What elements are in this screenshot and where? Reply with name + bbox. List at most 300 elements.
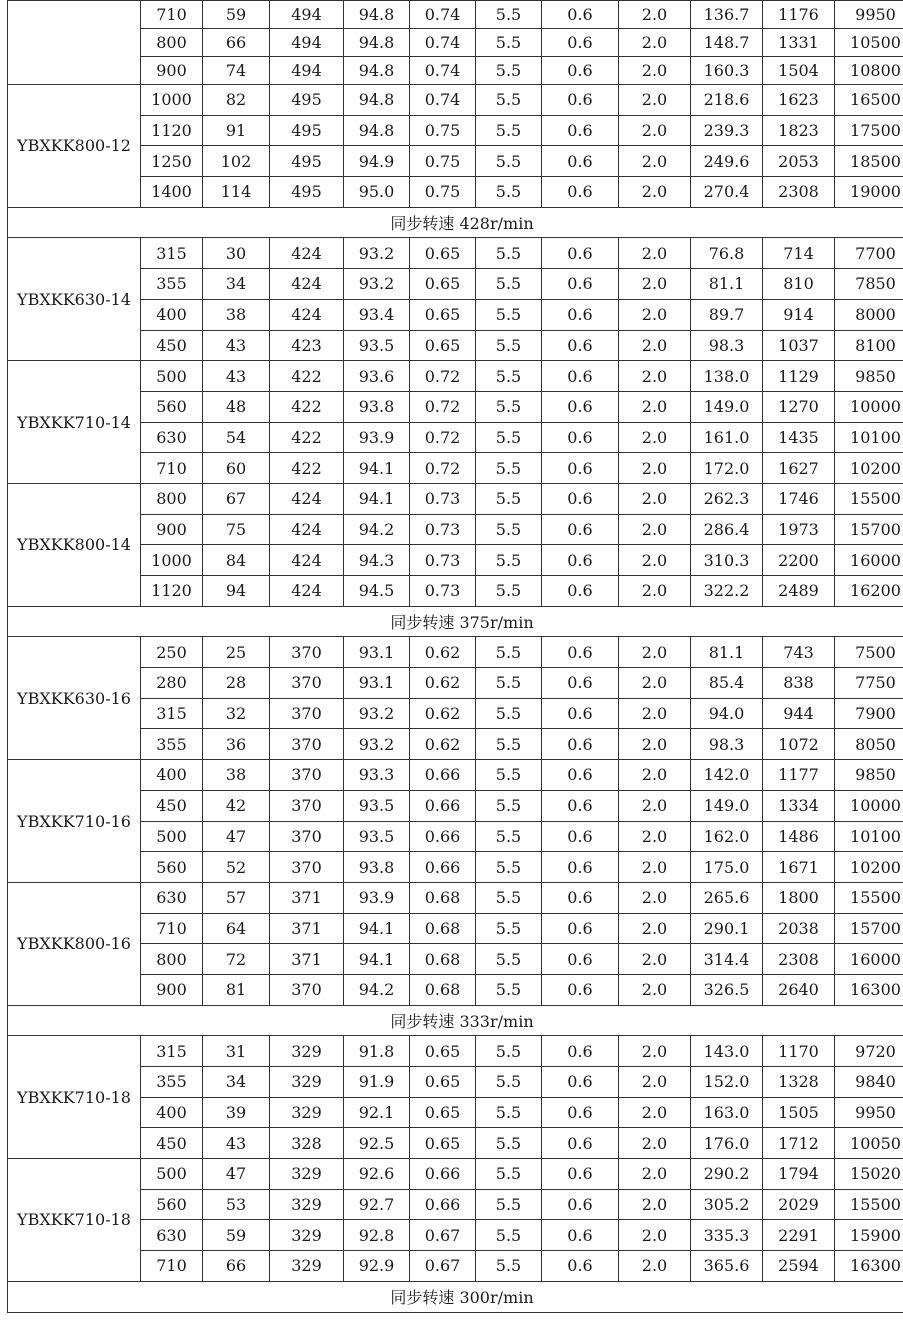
spec-cell: 0.73 <box>410 545 476 576</box>
spec-cell: 2.0 <box>619 391 691 422</box>
spec-cell: 329 <box>270 1251 344 1282</box>
spec-cell: 326.5 <box>691 974 763 1005</box>
spec-cell: 0.6 <box>542 1251 619 1282</box>
spec-cell: 91.9 <box>344 1067 410 1098</box>
spec-cell: 15020 <box>835 1159 903 1190</box>
spec-cell: 10200 <box>835 453 903 484</box>
spec-cell: 43 <box>203 1128 270 1159</box>
spec-cell: 714 <box>763 238 835 269</box>
spec-cell: 370 <box>270 760 344 791</box>
spec-cell: 800 <box>141 944 203 975</box>
spec-cell: 0.6 <box>542 545 619 576</box>
spec-cell: 0.6 <box>542 391 619 422</box>
model-cell: YBXKK630-16 <box>8 637 141 760</box>
spec-cell: 0.65 <box>410 1128 476 1159</box>
spec-row <box>8 637 903 668</box>
spec-cell: 5.5 <box>476 177 542 208</box>
spec-cell: 424 <box>270 269 344 300</box>
spec-cell: 143.0 <box>691 1036 763 1067</box>
spec-cell: 10500 <box>835 29 903 57</box>
spec-cell: 94.1 <box>344 944 410 975</box>
spec-cell: 370 <box>270 729 344 760</box>
model-cell: YBXKK710-18 <box>8 1159 141 1282</box>
spec-cell: 2.0 <box>619 177 691 208</box>
spec-cell: 5.5 <box>476 453 542 484</box>
spec-cell: 495 <box>270 85 344 116</box>
spec-cell: 495 <box>270 115 344 146</box>
speed-section-row <box>8 1281 903 1312</box>
spec-cell: 142.0 <box>691 760 763 791</box>
spec-cell: 500 <box>141 361 203 392</box>
spec-cell: 5.5 <box>476 1189 542 1220</box>
spec-cell: 1823 <box>763 115 835 146</box>
spec-cell: 74 <box>203 57 270 85</box>
spec-row <box>8 913 903 944</box>
spec-cell: 16200 <box>835 576 903 607</box>
spec-cell: 2029 <box>763 1189 835 1220</box>
model-cell: YBXKK710-16 <box>8 760 141 883</box>
spec-cell: 148.7 <box>691 29 763 57</box>
spec-cell: 0.6 <box>542 177 619 208</box>
spec-cell: 0.74 <box>410 29 476 57</box>
spec-cell: 93.3 <box>344 760 410 791</box>
spec-cell: 2.0 <box>619 1036 691 1067</box>
spec-cell: 89.7 <box>691 299 763 330</box>
spec-cell: 2.0 <box>619 1220 691 1251</box>
spec-cell: 423 <box>270 330 344 361</box>
spec-cell: 94.8 <box>344 1 410 29</box>
spec-row <box>8 1220 903 1251</box>
spec-cell: 2.0 <box>619 821 691 852</box>
spec-cell: 102 <box>203 146 270 177</box>
spec-cell: 43 <box>203 361 270 392</box>
spec-cell: 0.65 <box>410 330 476 361</box>
spec-cell: 138.0 <box>691 361 763 392</box>
spec-cell: 400 <box>141 299 203 330</box>
spec-cell: 10000 <box>835 790 903 821</box>
spec-cell: 2.0 <box>619 698 691 729</box>
spec-cell: 900 <box>141 57 203 85</box>
spec-cell: 0.74 <box>410 85 476 116</box>
spec-cell: 7500 <box>835 637 903 668</box>
spec-cell: 0.6 <box>542 29 619 57</box>
spec-cell: 810 <box>763 269 835 300</box>
spec-row <box>8 576 903 607</box>
spec-cell: 1037 <box>763 330 835 361</box>
spec-cell: 262.3 <box>691 483 763 514</box>
spec-cell: 16300 <box>835 974 903 1005</box>
spec-cell: 84 <box>203 545 270 576</box>
spec-cell: 93.1 <box>344 668 410 699</box>
spec-cell: 15700 <box>835 514 903 545</box>
spec-cell: 92.8 <box>344 1220 410 1251</box>
spec-row <box>8 852 903 883</box>
spec-cell: 914 <box>763 299 835 330</box>
spec-cell: 0.6 <box>542 913 619 944</box>
spec-cell: 10050 <box>835 1128 903 1159</box>
spec-cell: 47 <box>203 821 270 852</box>
spec-row <box>8 1189 903 1220</box>
spec-cell: 160.3 <box>691 57 763 85</box>
spec-cell: 2038 <box>763 913 835 944</box>
spec-cell: 81.1 <box>691 637 763 668</box>
spec-cell: 9850 <box>835 760 903 791</box>
spec-cell: 5.5 <box>476 483 542 514</box>
spec-cell: 0.6 <box>542 1220 619 1251</box>
spec-cell: 710 <box>141 453 203 484</box>
spec-cell: 1746 <box>763 483 835 514</box>
spec-cell: 2.0 <box>619 729 691 760</box>
spec-row <box>8 545 903 576</box>
speed-section-label: 同步转速 375r/min <box>8 606 903 637</box>
spec-cell: 38 <box>203 299 270 330</box>
spec-cell: 28 <box>203 668 270 699</box>
spec-cell: 5.5 <box>476 299 542 330</box>
spec-row <box>8 760 903 791</box>
spec-cell: 900 <box>141 974 203 1005</box>
spec-row <box>8 299 903 330</box>
spec-cell: 34 <box>203 269 270 300</box>
spec-cell: 0.75 <box>410 115 476 146</box>
spec-cell: 5.5 <box>476 698 542 729</box>
spec-row <box>8 729 903 760</box>
spec-cell: 329 <box>270 1036 344 1067</box>
spec-cell: 16300 <box>835 1251 903 1282</box>
spec-cell: 9950 <box>835 1097 903 1128</box>
spec-cell: 400 <box>141 1097 203 1128</box>
spec-cell: 1129 <box>763 361 835 392</box>
spec-cell: 1973 <box>763 514 835 545</box>
spec-cell: 280 <box>141 668 203 699</box>
spec-cell: 2.0 <box>619 115 691 146</box>
spec-row <box>8 57 903 85</box>
spec-cell: 94.1 <box>344 483 410 514</box>
spec-cell: 0.68 <box>410 913 476 944</box>
spec-cell: 94 <box>203 576 270 607</box>
spec-cell: 93.9 <box>344 882 410 913</box>
spec-cell: 495 <box>270 177 344 208</box>
spec-cell: 0.6 <box>542 330 619 361</box>
spec-cell: 9720 <box>835 1036 903 1067</box>
spec-cell: 32 <box>203 698 270 729</box>
spec-cell: 91.8 <box>344 1036 410 1067</box>
spec-cell: 0.73 <box>410 483 476 514</box>
spec-cell: 0.6 <box>542 115 619 146</box>
spec-cell: 0.65 <box>410 238 476 269</box>
spec-cell: 85.4 <box>691 668 763 699</box>
spec-cell: 0.6 <box>542 668 619 699</box>
spec-cell: 424 <box>270 483 344 514</box>
spec-cell: 0.72 <box>410 422 476 453</box>
spec-cell: 94.0 <box>691 698 763 729</box>
spec-cell: 370 <box>270 852 344 883</box>
spec-cell: 560 <box>141 391 203 422</box>
spec-cell: 2.0 <box>619 882 691 913</box>
spec-cell: 2.0 <box>619 913 691 944</box>
speed-section-row <box>8 606 903 637</box>
spec-row <box>8 882 903 913</box>
spec-cell: 92.5 <box>344 1128 410 1159</box>
spec-cell: 0.66 <box>410 852 476 883</box>
spec-cell: 93.8 <box>344 852 410 883</box>
spec-cell: 450 <box>141 790 203 821</box>
spec-cell: 5.5 <box>476 330 542 361</box>
spec-cell: 560 <box>141 1189 203 1220</box>
spec-cell: 1627 <box>763 453 835 484</box>
spec-cell: 2308 <box>763 944 835 975</box>
spec-cell: 0.6 <box>542 483 619 514</box>
spec-table-body <box>8 1 903 1313</box>
spec-cell: 5.5 <box>476 637 542 668</box>
spec-cell: 0.73 <box>410 514 476 545</box>
spec-cell: 93.2 <box>344 269 410 300</box>
model-cell: YBXKK710-14 <box>8 361 141 484</box>
spec-cell: 322.2 <box>691 576 763 607</box>
spec-cell: 0.6 <box>542 821 619 852</box>
spec-cell: 0.6 <box>542 1097 619 1128</box>
spec-cell: 93.4 <box>344 299 410 330</box>
spec-cell: 2.0 <box>619 852 691 883</box>
spec-cell: 2.0 <box>619 422 691 453</box>
spec-cell: 0.62 <box>410 637 476 668</box>
spec-cell: 630 <box>141 882 203 913</box>
spec-cell: 2489 <box>763 576 835 607</box>
spec-cell: 270.4 <box>691 177 763 208</box>
spec-cell: 53 <box>203 1189 270 1220</box>
spec-cell: 5.5 <box>476 361 542 392</box>
spec-cell: 98.3 <box>691 729 763 760</box>
spec-row <box>8 944 903 975</box>
spec-cell: 67 <box>203 483 270 514</box>
spec-cell: 0.6 <box>542 790 619 821</box>
spec-cell: 10100 <box>835 821 903 852</box>
spec-cell: 0.67 <box>410 1220 476 1251</box>
spec-cell: 47 <box>203 1159 270 1190</box>
spec-cell: 162.0 <box>691 821 763 852</box>
spec-cell: 172.0 <box>691 453 763 484</box>
spec-cell: 5.5 <box>476 85 542 116</box>
spec-cell: 39 <box>203 1097 270 1128</box>
spec-cell: 370 <box>270 698 344 729</box>
spec-cell: 2291 <box>763 1220 835 1251</box>
spec-cell: 2200 <box>763 545 835 576</box>
spec-cell: 16000 <box>835 545 903 576</box>
spec-cell: 710 <box>141 1251 203 1282</box>
spec-cell: 0.6 <box>542 453 619 484</box>
spec-cell: 1486 <box>763 821 835 852</box>
spec-cell: 0.62 <box>410 698 476 729</box>
spec-cell: 8100 <box>835 330 903 361</box>
spec-cell: 1176 <box>763 1 835 29</box>
spec-row <box>8 330 903 361</box>
spec-cell: 2.0 <box>619 790 691 821</box>
spec-cell: 38 <box>203 760 270 791</box>
spec-row <box>8 238 903 269</box>
spec-row <box>8 974 903 1005</box>
spec-row <box>8 391 903 422</box>
spec-cell: 42 <box>203 790 270 821</box>
spec-row <box>8 422 903 453</box>
spec-cell: 5.5 <box>476 1251 542 1282</box>
spec-cell: 57 <box>203 882 270 913</box>
model-cell <box>8 1 141 85</box>
spec-cell: 2.0 <box>619 1159 691 1190</box>
spec-cell: 0.73 <box>410 576 476 607</box>
spec-cell: 2.0 <box>619 545 691 576</box>
spec-cell: 494 <box>270 57 344 85</box>
spec-cell: 5.5 <box>476 668 542 699</box>
spec-cell: 0.6 <box>542 637 619 668</box>
spec-cell: 370 <box>270 790 344 821</box>
spec-cell: 2.0 <box>619 361 691 392</box>
spec-cell: 495 <box>270 146 344 177</box>
spec-cell: 286.4 <box>691 514 763 545</box>
spec-cell: 365.6 <box>691 1251 763 1282</box>
spec-cell: 7850 <box>835 269 903 300</box>
spec-row <box>8 698 903 729</box>
spec-cell: 10800 <box>835 57 903 85</box>
spec-cell: 2.0 <box>619 238 691 269</box>
spec-cell: 81 <box>203 974 270 1005</box>
spec-cell: 2.0 <box>619 146 691 177</box>
spec-cell: 43 <box>203 330 270 361</box>
spec-row <box>8 821 903 852</box>
spec-row <box>8 1036 903 1067</box>
spec-cell: 163.0 <box>691 1097 763 1128</box>
spec-cell: 424 <box>270 545 344 576</box>
spec-cell: 0.62 <box>410 729 476 760</box>
spec-cell: 0.6 <box>542 1 619 29</box>
spec-cell: 249.6 <box>691 146 763 177</box>
spec-cell: 82 <box>203 85 270 116</box>
spec-cell: 30 <box>203 238 270 269</box>
spec-cell: 743 <box>763 637 835 668</box>
spec-cell: 36 <box>203 729 270 760</box>
spec-row <box>8 1097 903 1128</box>
spec-cell: 175.0 <box>691 852 763 883</box>
spec-cell: 1800 <box>763 882 835 913</box>
spec-cell: 2.0 <box>619 1067 691 1098</box>
spec-cell: 0.6 <box>542 146 619 177</box>
spec-cell: 250 <box>141 637 203 668</box>
spec-cell: 329 <box>270 1189 344 1220</box>
spec-cell: 422 <box>270 422 344 453</box>
speed-section-row <box>8 1005 903 1036</box>
spec-cell: 16500 <box>835 85 903 116</box>
spec-cell: 1072 <box>763 729 835 760</box>
spec-cell: 5.5 <box>476 146 542 177</box>
spec-cell: 2.0 <box>619 453 691 484</box>
spec-cell: 329 <box>270 1097 344 1128</box>
spec-cell: 7900 <box>835 698 903 729</box>
spec-cell: 355 <box>141 729 203 760</box>
spec-cell: 494 <box>270 29 344 57</box>
spec-cell: 0.65 <box>410 1097 476 1128</box>
spec-cell: 0.6 <box>542 57 619 85</box>
spec-cell: 424 <box>270 299 344 330</box>
spec-cell: 315 <box>141 698 203 729</box>
spec-cell: 92.9 <box>344 1251 410 1282</box>
model-cell: YBXKK710-18 <box>8 1036 141 1159</box>
speed-section-label: 同步转速 333r/min <box>8 1005 903 1036</box>
spec-cell: 17500 <box>835 115 903 146</box>
spec-cell: 0.74 <box>410 57 476 85</box>
spec-cell: 329 <box>270 1159 344 1190</box>
spec-cell: 0.72 <box>410 453 476 484</box>
spec-cell: 2.0 <box>619 85 691 116</box>
spec-cell: 944 <box>763 698 835 729</box>
spec-cell: 400 <box>141 760 203 791</box>
spec-cell: 1794 <box>763 1159 835 1190</box>
spec-cell: 94.8 <box>344 85 410 116</box>
spec-cell: 1712 <box>763 1128 835 1159</box>
spec-cell: 1435 <box>763 422 835 453</box>
spec-cell: 1177 <box>763 760 835 791</box>
spec-cell: 92.7 <box>344 1189 410 1220</box>
spec-cell: 800 <box>141 483 203 514</box>
spec-cell: 5.5 <box>476 514 542 545</box>
spec-cell: 95.0 <box>344 177 410 208</box>
spec-cell: 371 <box>270 913 344 944</box>
spec-cell: 2.0 <box>619 57 691 85</box>
spec-cell: 1671 <box>763 852 835 883</box>
spec-cell: 161.0 <box>691 422 763 453</box>
spec-cell: 94.8 <box>344 57 410 85</box>
spec-cell: 9950 <box>835 1 903 29</box>
model-cell: YBXKK630-14 <box>8 238 141 361</box>
spec-cell: 2.0 <box>619 1 691 29</box>
spec-cell: 422 <box>270 361 344 392</box>
spec-cell: 94.5 <box>344 576 410 607</box>
spec-cell: 800 <box>141 29 203 57</box>
spec-cell: 0.6 <box>542 576 619 607</box>
spec-cell: 18500 <box>835 146 903 177</box>
spec-cell: 59 <box>203 1220 270 1251</box>
spec-cell: 2053 <box>763 146 835 177</box>
spec-cell: 15500 <box>835 1189 903 1220</box>
spec-cell: 290.1 <box>691 913 763 944</box>
spec-cell: 59 <box>203 1 270 29</box>
spec-cell: 0.65 <box>410 269 476 300</box>
spec-row <box>8 483 903 514</box>
spec-row <box>8 514 903 545</box>
spec-cell: 31 <box>203 1036 270 1067</box>
spec-cell: 630 <box>141 422 203 453</box>
spec-row <box>8 668 903 699</box>
spec-cell: 0.67 <box>410 1251 476 1282</box>
spec-cell: 450 <box>141 1128 203 1159</box>
spec-cell: 5.5 <box>476 57 542 85</box>
spec-cell: 0.74 <box>410 1 476 29</box>
spec-cell: 9840 <box>835 1067 903 1098</box>
spec-cell: 1334 <box>763 790 835 821</box>
spec-cell: 0.66 <box>410 760 476 791</box>
spec-cell: 2.0 <box>619 1128 691 1159</box>
spec-cell: 0.6 <box>542 238 619 269</box>
spec-cell: 710 <box>141 913 203 944</box>
spec-cell: 424 <box>270 238 344 269</box>
spec-cell: 328 <box>270 1128 344 1159</box>
spec-cell: 2.0 <box>619 668 691 699</box>
spec-cell: 176.0 <box>691 1128 763 1159</box>
spec-cell: 335.3 <box>691 1220 763 1251</box>
spec-cell: 0.6 <box>542 1128 619 1159</box>
spec-cell: 1623 <box>763 85 835 116</box>
spec-cell: 93.2 <box>344 698 410 729</box>
spec-cell: 900 <box>141 514 203 545</box>
spec-cell: 2.0 <box>619 269 691 300</box>
spec-cell: 0.6 <box>542 944 619 975</box>
